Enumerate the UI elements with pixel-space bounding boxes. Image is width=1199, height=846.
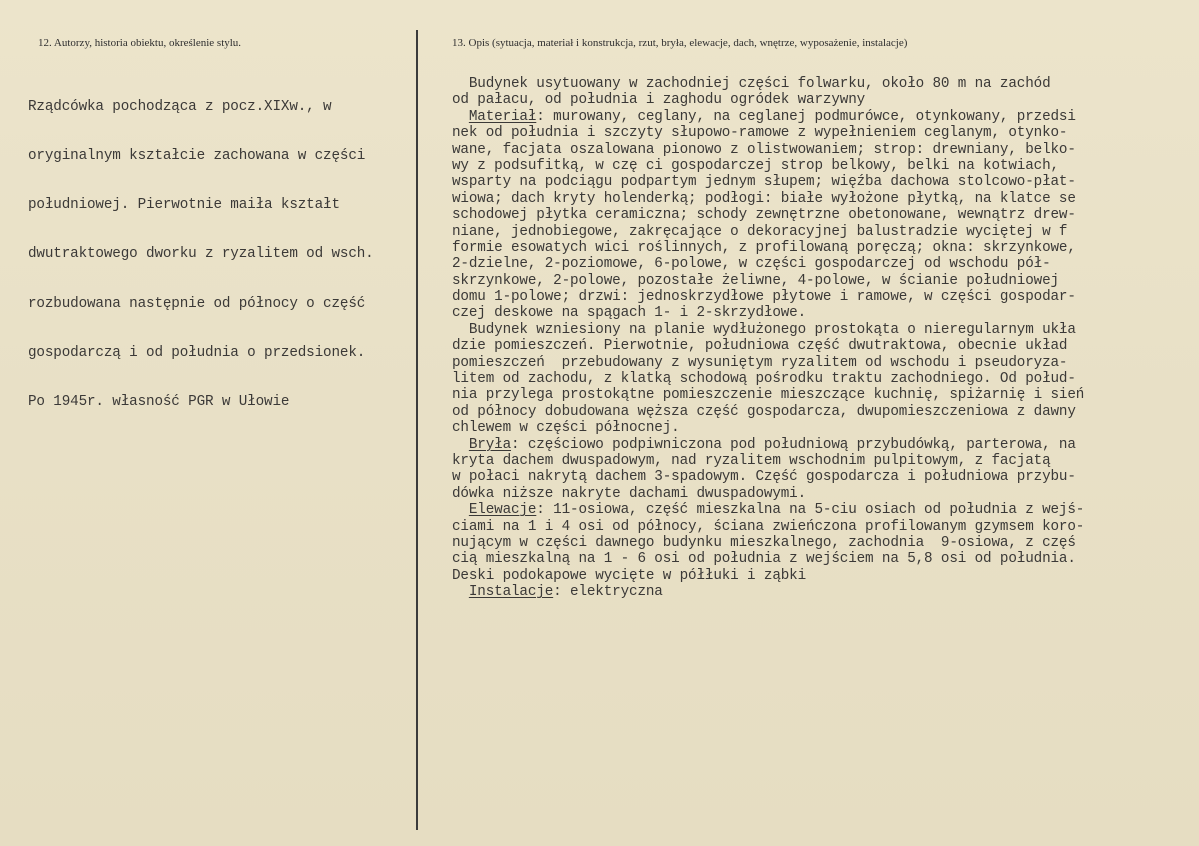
description-line (452, 371, 1084, 387)
description-text: nującym w części dawnego budynku mieszkalnego, zachodnia 9-osiowa, z częś (452, 534, 1076, 551)
description-line (452, 256, 1084, 272)
history-line: południowej. Pierwotnie maiła kształt (28, 197, 340, 214)
description-text: : częściowo podpiwniczona pod południową przybudówką, parterowa, na (511, 436, 1076, 453)
description-text: wiowa; dach kryty holenderką; podłogi: białe wyłożone płytką, na klatce se (452, 190, 1076, 207)
description-text: skrzynkowe, 2-polowe, pozostałe żeliwne, 4-polowe, w ścianie południowej (452, 272, 1059, 289)
history-line: oryginalnym kształcie zachowana w części (28, 148, 366, 165)
description-line (452, 142, 1084, 158)
description-text: wsparty na podciągu podpartym jednym słupem; więźba dachowa stolcowo-płat- (452, 174, 1076, 191)
indent (452, 437, 469, 453)
description-line (452, 535, 1084, 551)
description-text: chlewem w części północnej. (452, 420, 680, 437)
description-text: 2-dzielne, 2-poziomowe, 6-polowe, w części gospodarczej od wschodu pół- (452, 256, 1051, 273)
description-text: formie esowatych wici roślinnych, z profilowaną poręczą; okna: skrzynkowe, (452, 239, 1076, 256)
description-line (452, 273, 1084, 289)
description-text: od pałacu, od południa i zaghodu ogródek warzywny (452, 92, 866, 109)
description-text: w połaci nakrytą dachem 3-spadowym. Część gospodarcza i południowa przybu- (452, 469, 1076, 486)
section-heading: Materiał (468, 108, 537, 125)
description-line (452, 174, 1084, 190)
description-line (452, 502, 1084, 518)
column-divider (416, 30, 418, 830)
description-text: nek od południa i szczyty słupowo-ramowe z wypełnieniem ceglanym, otynko- (452, 125, 1068, 142)
indent (452, 584, 469, 600)
history-line: Po 1945r. własność PGR w Ułowie (28, 394, 290, 411)
description-line (452, 289, 1084, 305)
description-text: Budynek usytuowany w zachodniej części folwarku, około 80 m na zachód (452, 76, 1051, 92)
section-13-header: 13. Opis (sytuacja, materiał i konstrukcja, rzut, bryła, elewacje, dach, wnętrze, wyposażenie, instalacje) (452, 37, 908, 49)
description-line (452, 519, 1084, 535)
section-heading: Instalacje (468, 584, 554, 601)
description-text-block (452, 76, 1084, 601)
description-line (452, 404, 1084, 420)
description-text: niane, jednobiegowe, zakręcające o dekoracyjnej balustradzie wyciętej w f (452, 223, 1068, 240)
description-text: litem od zachodu, z klatką schodową pośrodku traktu zachodniego. Od połud- (452, 371, 1076, 388)
description-line (452, 469, 1084, 485)
description-line (452, 568, 1084, 584)
description-line (452, 551, 1084, 567)
description-text: pomieszczeń przebudowany z wysuniętym ryzalitem od wschodu i pseudoryza- (452, 354, 1068, 371)
description-line (452, 76, 1084, 92)
description-line (452, 125, 1084, 141)
description-line (452, 486, 1084, 502)
history-text-block (28, 66, 374, 443)
indent (452, 109, 469, 125)
description-line (452, 191, 1084, 207)
description-line (452, 224, 1084, 240)
description-line (452, 584, 1084, 600)
section-12-header: 12. Autorzy, historia obiektu, określenie stylu. (38, 37, 242, 49)
history-line: gospodarczą i od południa o przedsionek. (28, 344, 366, 361)
indent (452, 502, 469, 518)
section-heading: Elewacje (468, 502, 537, 519)
description-line (452, 92, 1084, 108)
description-line (452, 322, 1084, 338)
description-text: cią mieszkalną na 1 - 6 osi od południa z wejściem na 5,8 osi od południa. (452, 551, 1076, 568)
description-line (452, 109, 1084, 125)
description-line (452, 338, 1084, 354)
description-line (452, 240, 1084, 256)
history-line: rozbudowana następnie od północy o część (28, 295, 366, 312)
description-text: ciami na 1 i 4 osi od północy, ściana zwieńczona profilowanym gzymsem koro- (452, 518, 1085, 535)
history-line: dwutraktowego dworku z ryzalitem od wsch. (28, 246, 374, 263)
description-line (452, 420, 1084, 436)
description-line (452, 453, 1084, 469)
description-text: : 11-osiowa, część mieszkalna na 5-ciu osiach od południa z wejś- (536, 502, 1085, 519)
description-text: Deski podokapowe wycięte w półłuki i ząbki (452, 567, 807, 584)
section-heading: Bryła (468, 436, 512, 453)
description-text: dzie pomieszczeń. Pierwotnie, południowa część dwutraktowa, obecnie układ (452, 338, 1068, 355)
description-text: wane, facjata oszalowana pionowo z olistwowaniem; strop: drewniany, belko- (452, 141, 1076, 158)
description-text: wy z podsufitką, w czę ci gospodarczej strop belkowy, belki na kotwiach, (452, 157, 1059, 174)
description-text: schodowej płytka ceramiczna; schody zewnętrzne obetonowane, wewnątrz drew- (452, 207, 1076, 224)
description-line (452, 387, 1084, 403)
description-text: : elektryczna (553, 584, 663, 601)
history-line: Rządcówka pochodząca z pocz.XIXw., w (28, 98, 332, 115)
description-line (452, 207, 1084, 223)
description-text: dówka niższe nakryte dachami dwuspadowymi. (452, 485, 807, 502)
description-text: nia przylega prostokątne pomieszczenie mieszczące kuchnię, spiżarnię i sień (452, 387, 1085, 404)
description-text: : murowany, ceglany, na ceglanej podmurówce, otynkowany, przedsi (536, 108, 1076, 125)
description-line (452, 355, 1084, 371)
description-text: domu 1-polowe; drzwi: jednoskrzydłowe płytowe i ramowe, w części gospodar- (452, 289, 1076, 306)
description-text: Budynek wzniesiony na planie wydłużonego prostokąta o nieregularnym ukła (452, 321, 1076, 338)
description-text: kryta dachem dwuspadowym, nad ryzalitem wschodnim pulpitowym, z facjatą (452, 452, 1051, 469)
description-line (452, 305, 1084, 321)
description-line (452, 437, 1084, 453)
description-text: czej deskowe na spągach 1- i 2-skrzydłowe. (452, 305, 807, 322)
description-text: od północy dobudowana węższa część gospodarcza, dwupomieszczeniowa z dawny (452, 403, 1076, 420)
description-line (452, 158, 1084, 174)
